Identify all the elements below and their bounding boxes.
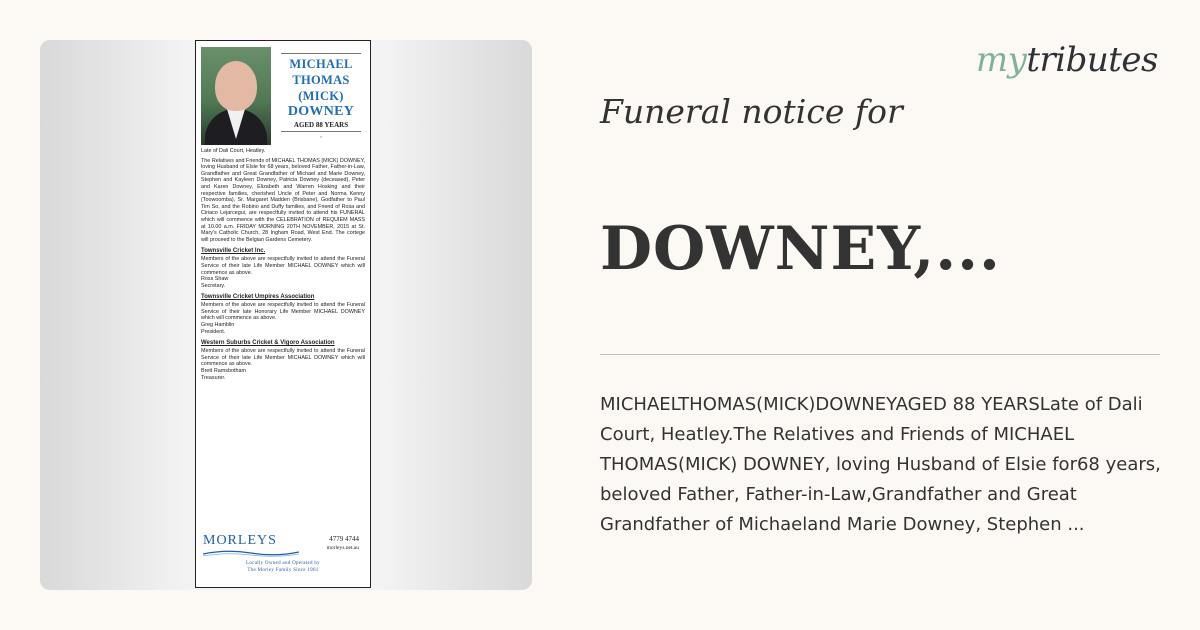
section-heading: Townsville Cricket Inc. <box>201 248 266 255</box>
section-text: Members of the above are respectfully invited to attend the Funeral Service of their late Honorary Life Member MICHAEL DOWNEY which will commence as above. <box>201 302 365 322</box>
morleys-logo: MORLEYS <box>203 533 277 548</box>
notice-name-line-1: MICHAEL <box>289 57 353 71</box>
logo-tributes: tributes <box>1026 40 1158 80</box>
section-role: Treasurer. <box>201 374 226 381</box>
notice-name-block <box>277 47 365 145</box>
deceased-name: DOWNEY,... <box>600 214 1001 284</box>
section-text: Members of the above are respectfully invited to attend the Funeral Service of their late Life Member MICHAEL DOWNEY which will commence as above. <box>201 256 365 276</box>
notice-aged: AGED 88 YEARS <box>293 121 349 129</box>
notice-image-panel <box>40 40 532 590</box>
footer-phone: 4779 4744 <box>329 535 359 543</box>
logo-my: my <box>975 40 1027 80</box>
notice-name-line-2: THOMAS <box>292 73 350 87</box>
section-heading: Western Suburbs Cricket & Vigoro Association <box>201 340 335 347</box>
footer-tagline <box>201 561 365 574</box>
mytributes-logo[interactable] <box>976 40 1158 80</box>
section-heading: Townsville Cricket Umpires Association <box>201 294 315 301</box>
footer-website: morleys.net.au <box>326 545 359 551</box>
footer-tagline-line-2: The Morley Family Since 1961 <box>247 567 319 573</box>
notice-name-line-3: (MICK) <box>298 89 344 103</box>
section-signoff: Greg Hamblin <box>201 322 235 329</box>
notice-summary: MICHAELTHOMAS(MICK)DOWNEYAGED 88 YEARSLate of Dali Court, Heatley.The Relatives and Friends of MICHAEL THOMAS(MICK) DOWNEY, loving Husband of Elsie for68 years, beloved Father, Father-in-Law,Grandfather and Great Grandfather of Michaeland Marie Downey, Stephen ... <box>600 394 1161 535</box>
funeral-notice-for-label: Funeral notice for <box>600 92 903 131</box>
funeral-notice-clipping <box>195 40 371 588</box>
section-text: Members of the above are respectfully invited to attend the Funeral Service of their late Life Member MICHAEL DOWNEY which will commence as above. <box>201 348 365 368</box>
section-role: President. <box>201 328 226 335</box>
wave-icon <box>203 549 299 557</box>
notice-name-line-4: DOWNEY <box>287 104 355 119</box>
notice-body: The Relatives and Friends of MICHAEL THOMAS (MICK) DOWNEY, loving Husband of Elsie for 68 years, beloved Father, Father-in-Law, Grandfather and Great Grandfather of Michael and Marie Downey, Stephen and Kayleen Downey, Patricia Downey (deceased), Peter and Karen Downey, Elizabeth and Warren Hosking and their respective families, cherished Uncle of Peter and Norma Kenny (Toowoomba), Sr. Margaret Madden (Brisbane), Godfather to Paul Tim So, and the Robino and Duffy families, and Friend of Rosa and Ciriaco Lejarcegui, are respectfully invited to attend his FUNERAL which will commence with the CELEBRATION of REQUIEM MASS at 10.00 a.m. FRIDAY MORNING 20TH NOVEMBER, 2015 at St. Mary's Catholic Church, 28 Ingham Road, West End. The cortege will proceed to the Belgian Gardens Cemetery. <box>201 157 365 243</box>
section-signoff: Brett Ramsbotham <box>201 368 246 375</box>
footer-tagline-line-1: Locally Owned and Operated by <box>246 561 320 566</box>
section-signoff: Ross Shaw <box>201 276 229 283</box>
section-role: Secretary. <box>201 282 226 289</box>
ornament-icon: ◦ <box>319 134 323 141</box>
divider <box>600 354 1160 355</box>
notice-late-of: Late of Dali Court, Heatley. <box>201 148 266 154</box>
funeral-director-footer <box>201 533 365 583</box>
portrait-photo <box>201 47 271 145</box>
